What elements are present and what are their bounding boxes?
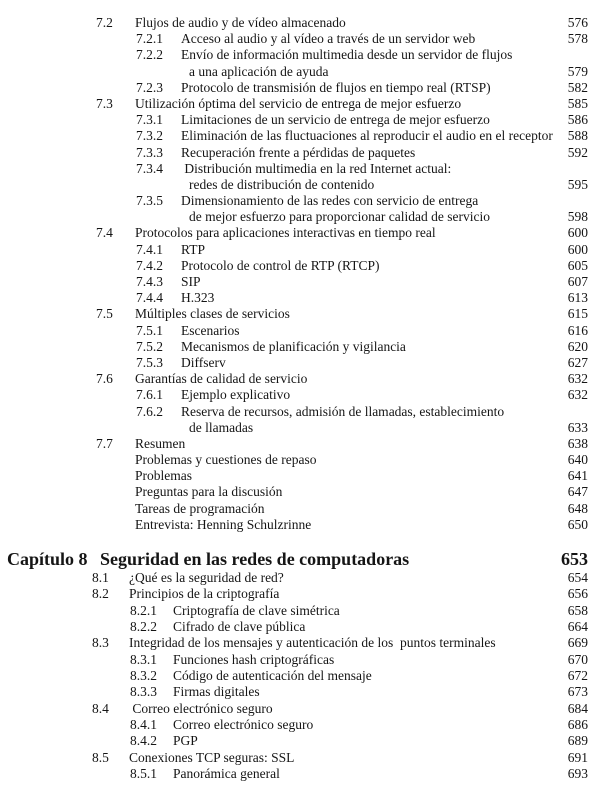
page-number: 640 [567,452,588,468]
page-number: 576 [567,15,588,30]
section-number: 8.4.2 [130,733,157,749]
section-title: Protocolos para aplicaciones interactivas en tiempo real [135,225,436,241]
toc-entry [0,96,600,112]
section-number: 7.2.2 [136,47,163,63]
section-title: Correo electrónico seguro [129,700,273,716]
section-number: 8.4 [92,700,109,716]
page-number: 638 [567,435,588,451]
toc-entry [0,290,600,306]
page-number: 627 [567,354,588,370]
page-number: 600 [567,225,588,241]
section-number: 8.1 [92,570,109,585]
chapter-title: Seguridad en las redes de computadoras [100,549,410,569]
section-title: Flujos de audio y de vídeo almacenado [135,15,346,30]
section-number: 7.2 [96,15,113,30]
toc-entry [0,31,600,47]
section-title: Tareas de programación [135,500,265,516]
section-number: 8.3.3 [130,684,157,700]
section-number: 8.3.2 [130,668,157,684]
section-number: 7.4.2 [136,257,163,273]
section-title: Firmas digitales [173,684,260,700]
section-number: 7.2.1 [136,31,163,47]
section-number: 7.5.1 [136,322,163,338]
section-number: 7.4.4 [136,290,163,306]
page-number: 600 [567,241,588,257]
page-number: 579 [567,63,588,79]
page-number: 670 [567,651,588,667]
section-title: Envío de información multimedia desde un servidor de flujos [181,47,513,63]
section-title: Distribución multimedia en la red Internet actual: [181,160,452,176]
section-number: 7.5.3 [136,354,163,370]
toc-entry [0,733,600,749]
section-number: 8.5.1 [130,766,157,782]
section-title: Integridad de los mensajes y autenticación de los puntos terminales [129,635,496,651]
section-title: Conexiones TCP seguras: SSL [129,749,295,765]
toc-entry-continuation [0,177,600,193]
page-number: 693 [567,766,588,782]
toc-entry [0,452,600,468]
section-number: 7.6.2 [136,403,163,419]
section-title: RTP [181,241,205,257]
toc-entry [0,717,600,733]
section-title: Entrevista: Henning Schulzrinne [135,516,312,532]
page-number: 620 [567,338,588,354]
page-number: 607 [567,274,588,289]
section-title: Eliminación de las fluctuaciones al reproducir el audio en el receptor [181,128,553,144]
section-title: PGP [173,733,198,749]
section-title: Diffserv [181,354,226,370]
section-title: redes de distribución de contenido [189,176,375,192]
section-title: Preguntas para la discusión [135,484,283,500]
toc-entry [0,15,600,31]
toc-entry [0,112,600,128]
chapter-page-number: 653 [561,549,588,569]
section-number: 8.3.1 [130,651,157,667]
toc-entry [0,145,600,161]
toc-entry-continuation [0,209,600,225]
section-title: Utilización óptima del servicio de entrega de mejor esfuerzo [135,95,462,111]
page-number: 586 [567,112,588,128]
page-number: 588 [567,128,588,144]
chapter-label: Capítulo 8 [7,549,88,569]
section-title: Panorámica general [173,766,280,782]
section-title: Código de autenticación del mensaje [173,668,372,684]
page-number: 689 [567,733,588,749]
page-number: 648 [567,500,588,516]
toc-entry [0,371,600,387]
section-number: 7.3.5 [136,193,163,209]
toc-entry [0,501,600,517]
page-number: 669 [567,635,588,651]
section-title: Múltiples clases de servicios [135,306,290,322]
toc-entry [0,668,600,684]
toc-entry [0,484,600,500]
section-title: Funciones hash criptográficas [173,651,335,667]
toc-entry [0,80,600,96]
section-number: 7.3.4 [136,160,163,176]
page-number: 656 [567,586,588,602]
section-title: Problemas [135,468,192,484]
page-number: 686 [567,717,588,733]
section-title: Resumen [135,435,186,451]
toc-entry [0,468,600,484]
toc-chapter-7-section [0,15,600,533]
toc-entry [0,635,600,651]
toc-entry [0,355,600,371]
page-number: 595 [567,176,588,192]
section-title: Acceso al audio y al vídeo a través de un servidor web [181,31,476,47]
page-number: 632 [567,371,588,387]
section-number: 8.4.1 [130,717,157,733]
section-number: 8.2 [92,586,109,602]
toc-entry [0,128,600,144]
section-title: de llamadas [189,419,254,435]
page-number: 633 [567,419,588,435]
section-number: 7.3.3 [136,144,163,160]
page-number: 592 [567,144,588,160]
page-number: 615 [567,306,588,322]
toc-entry [0,750,600,766]
section-title: Mecanismos de planificación y vigilancia [181,338,406,354]
toc-entry [0,161,600,177]
section-number: 7.5 [96,306,113,322]
section-number: 7.3.1 [136,112,163,128]
section-number: 7.3 [96,95,113,111]
section-number: 7.6 [96,371,113,387]
section-title: Protocolo de control de RTP (RTCP) [181,257,380,273]
page-number: 684 [567,700,588,716]
page-number: 632 [567,387,588,403]
page-number: 641 [567,468,588,484]
toc-entry [0,339,600,355]
section-title: Correo electrónico seguro [173,717,314,733]
toc-entry [0,323,600,339]
toc-entry [0,570,600,586]
page-number: 672 [567,668,588,684]
page-number: 616 [567,322,588,338]
toc-entry [0,47,600,63]
toc-entry [0,306,600,322]
section-number: 8.5 [92,749,109,765]
toc-entry [0,766,600,782]
section-title: Escenarios [181,322,240,338]
section-title: a una aplicación de ayuda [189,63,329,79]
section-number: 7.4.1 [136,241,163,257]
section-title: SIP [181,274,201,289]
toc-entry [0,619,600,635]
section-title: Limitaciones de un servicio de entrega de mejor esfuerzo [181,112,490,128]
toc-entry [0,701,600,717]
section-title: Problemas y cuestiones de repaso [135,452,317,468]
section-title: Criptografía de clave simétrica [173,602,340,618]
toc-entry [0,258,600,274]
section-title: Dimensionamiento de las redes con servicio de entrega [181,193,479,209]
section-number: 7.4.3 [136,274,163,289]
page-number: 658 [567,602,588,618]
section-number: 7.5.2 [136,338,163,354]
section-number: 7.6.1 [136,387,163,403]
chapter-heading [0,546,600,572]
toc-entry [0,274,600,290]
page-number: 650 [567,516,588,532]
section-title: Cifrado de clave pública [173,619,306,635]
page-number: 664 [567,619,588,635]
toc-entry [0,603,600,619]
section-title: Protocolo de transmisión de flujos en tiempo real (RTSP) [181,79,491,95]
section-number: 7.7 [96,435,113,451]
toc-entry [0,517,600,533]
section-number: 8.3 [92,635,109,651]
toc-chapter-8-section [0,570,600,782]
section-number: 7.2.3 [136,79,163,95]
section-title: H.323 [181,290,215,306]
page-number: 578 [567,31,588,47]
section-number: 7.3.2 [136,128,163,144]
toc-entry [0,586,600,602]
page-number: 647 [567,484,588,500]
section-title: Ejemplo explicativo [181,387,291,403]
section-number: 8.2.1 [130,602,157,618]
section-title: ¿Qué es la seguridad de red? [129,570,284,585]
section-title: Recuperación frente a pérdidas de paquetes [181,144,416,160]
toc-entry-continuation [0,64,600,80]
section-number: 7.4 [96,225,113,241]
toc-entry [0,436,600,452]
toc-entry [0,193,600,209]
toc-entry [0,387,600,403]
section-title: de mejor esfuerzo para proporcionar calidad de servicio [189,209,490,225]
page-number: 585 [567,95,588,111]
page-number: 598 [567,209,588,225]
page-number: 654 [567,570,588,585]
page-number: 605 [567,257,588,273]
toc-entry [0,242,600,258]
toc-entry [0,404,600,420]
section-title: Reserva de recursos, admisión de llamadas, establecimiento [181,403,505,419]
page-number: 582 [567,79,588,95]
page-number: 673 [567,684,588,700]
page-number: 613 [567,290,588,306]
toc-entry [0,652,600,668]
toc-entry [0,225,600,241]
toc-entry-continuation [0,420,600,436]
page-number: 691 [567,749,588,765]
section-title: Principios de la criptografía [129,586,280,602]
section-title: Garantías de calidad de servicio [135,371,308,387]
toc-entry [0,684,600,700]
section-number: 8.2.2 [130,619,157,635]
